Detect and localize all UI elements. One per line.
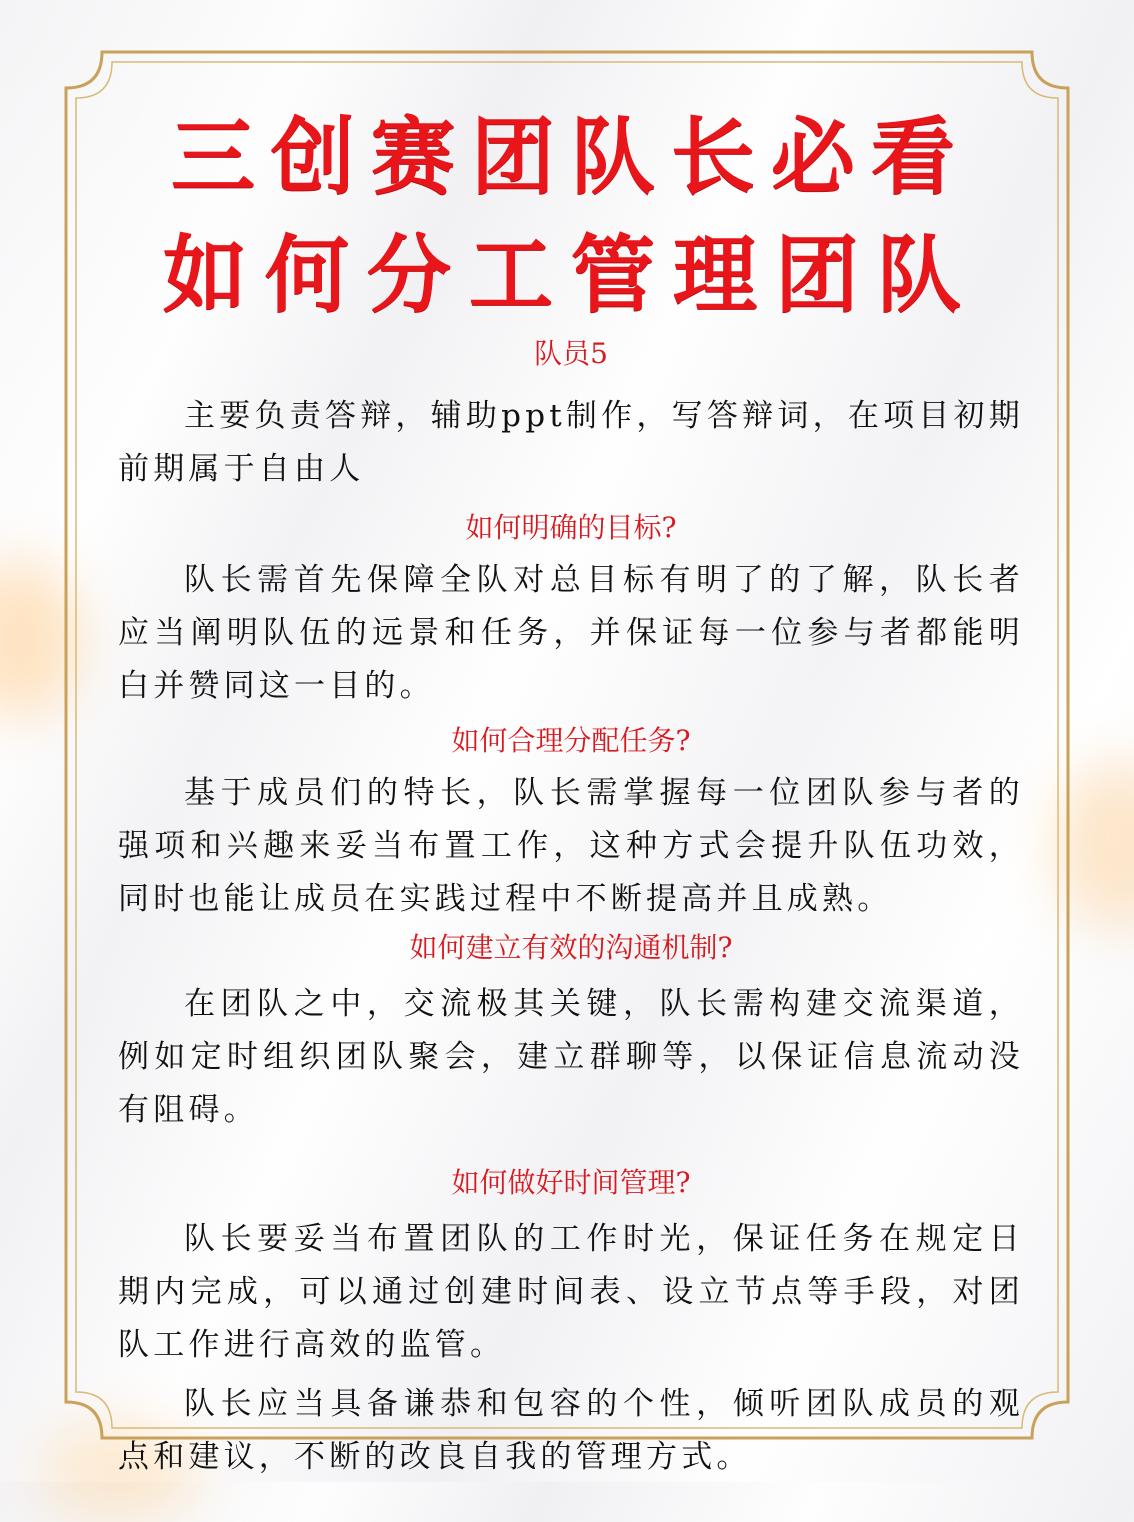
- member-duty-text: 主要负责答辩，辅助ppt制作，写答辩词，在项目初期前期属于自由人: [118, 398, 1024, 487]
- section-text-task-allocation: 基于成员们的特长，队长需掌握每一位团队参与者的强项和兴趣来妥当布置工作，这种方式会提升队伍功效，同时也能让成员在实践过程中不断提高并且成熟。: [118, 775, 1024, 917]
- section-text-goal: 队长需首先保障全队对总目标有明了的了解，队长者应当阐明队伍的远景和任务，并保证每一位参与者都能明白并赞同这一目的。: [118, 562, 1024, 704]
- section-heading-task-allocation: 如何合理分配任务?: [451, 724, 691, 757]
- section-heading-communication: 如何建立有效的沟通机制?: [409, 931, 733, 964]
- section-heading-goal: 如何明确的目标?: [465, 511, 677, 544]
- section-text-time-management: 队长要妥当布置团队的工作时光，保证任务在规定日期内完成，可以通过创建时间表、设立节点等手段，对团队工作进行高效的监管。: [118, 1221, 1024, 1363]
- page-title-line-1: 三创赛团队长必看: [170, 108, 971, 206]
- member-label: 队员5: [534, 337, 608, 370]
- section-heading-time-management: 如何做好时间管理?: [451, 1166, 691, 1199]
- section-text-communication: 在团队之中，交流极其关键，队长需构建交流渠道，例如定时组织团队聚会，建立群聊等，以保证信息流动没有阻碍。: [118, 986, 1024, 1128]
- closing-paragraph: 队长应当具备谦恭和包容的个性，倾听团队成员的观点和建议，不断的改良自我的管理方式。: [118, 1386, 1024, 1475]
- page-title-line-2: 如何分工管理团队: [162, 226, 979, 324]
- document-content: [118, 98, 1024, 1484]
